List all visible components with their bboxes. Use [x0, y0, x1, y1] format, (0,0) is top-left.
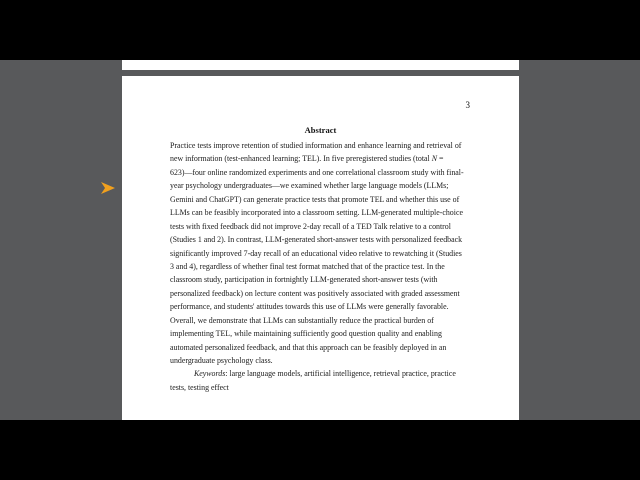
abstract-line: performance, and students' attitudes towards this use of LLMs were generally favorable.: [170, 302, 449, 312]
abstract-body: [170, 139, 480, 394]
pdf-page: [122, 76, 519, 420]
abstract-line: automated personalized feedback, and that this approach can be feasibly deployed in an: [170, 342, 447, 352]
abstract-line: undergraduate psychology class.: [170, 356, 273, 365]
keywords-label: Keywords: [194, 369, 226, 379]
page-number: 3: [465, 100, 470, 110]
abstract-line: LLMs can be feasibly incorporated into a classroom setting. LLM-generated multiple-choice: [170, 208, 463, 218]
abstract-line: Overall, we demonstrate that LLMs can substantially reduce the practical burden of: [170, 315, 434, 325]
abstract-line: significantly improved 7-day recall of an educational video relative to rewatching it (Studies: [170, 248, 462, 258]
arrow-pointer-icon: [101, 182, 115, 194]
previous-page: [122, 60, 519, 70]
keywords-line: Keywords: large language models, artificial intelligence, retrieval practice, practice: [194, 369, 456, 379]
n-symbol: N: [431, 154, 437, 164]
abstract-line: personalized feedback) on lecture content was positively associated with graded assessment: [170, 288, 460, 298]
abstract-line: classroom study, participation in fortnightly LLM-generated short-answer tests (with: [170, 275, 438, 285]
abstract-line: Gemini and ChatGPT) can generate practice tests that promote TEL and whether this use of: [170, 194, 460, 204]
abstract-line: Practice tests improve retention of studied information and enhance learning and retrieval of: [170, 141, 462, 150]
abstract-line: tests with fixed feedback did not improve 2-day recall of a TED Talk relative to a control: [170, 221, 451, 231]
abstract-heading: Abstract: [304, 125, 337, 135]
abstract-line: year psychology undergraduates—we examined whether large language models (LLMs;: [170, 181, 449, 191]
keywords-line: tests, testing effect: [170, 382, 229, 392]
abstract-line: 623)—four online randomized experiments and one correlational classroom study with final-: [170, 167, 464, 177]
abstract-line: (Studies 1 and 2). In contrast, LLM-generated short-answer tests with personalized feedback: [170, 235, 463, 245]
abstract-line: implementing TEL, while maintaining sufficiently good question quality and enabling: [170, 329, 442, 339]
abstract-line: 3 and 4), regardless of whether final test format matched that of the practice test. In the: [170, 261, 445, 271]
pdf-viewer[interactable]: [0, 60, 640, 420]
abstract-line: new information (test-enhanced learning; TEL). In five preregistered studies (total N =: [170, 154, 444, 164]
